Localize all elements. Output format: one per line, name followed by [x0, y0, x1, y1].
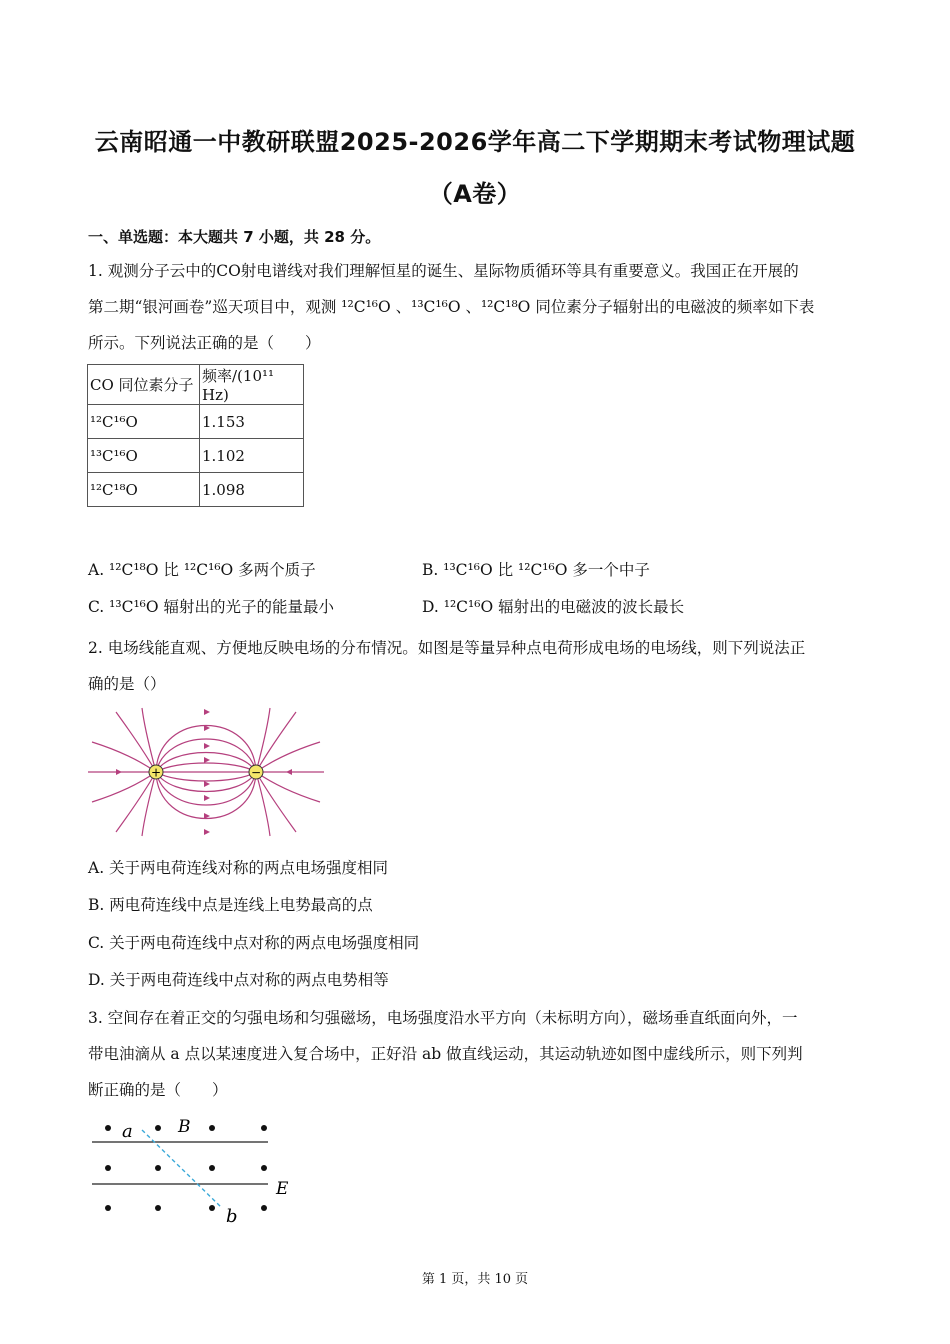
- question-1: [88, 253, 860, 361]
- q1-line-1: 1. 观测分子云中的CO射电谱线对我们理解恒星的诞生、星际物质循环等具有重要意义。我国正在开展的: [88, 262, 799, 280]
- q2-option-c: C. 关于两电荷连线中点对称的两点电场强度相同: [88, 934, 420, 952]
- negative-charge-label: −: [250, 765, 262, 780]
- section-heading: 一、单选题：本大题共 7 小题，共 28 分。: [88, 228, 381, 246]
- electric-field-diagram: [86, 706, 326, 838]
- isotope-table: [87, 364, 304, 507]
- point-a-label: a: [122, 1121, 133, 1142]
- page-subtitle: （A卷）: [428, 180, 522, 208]
- q1-option-c: C. ¹³C¹⁶O 辐射出的光子的能量最小: [88, 598, 335, 616]
- q2-option-d: D. 关于两电荷连线中点对称的两点电势相等: [88, 971, 389, 989]
- q1-option-d: D. ¹²C¹⁶O 辐射出的电磁波的波长最长: [422, 598, 685, 616]
- point-b-label: b: [226, 1206, 238, 1227]
- table-row: [88, 439, 304, 473]
- q1-option-b: B. ¹³C¹⁶O 比 ¹²C¹⁶O 多一个中子: [422, 561, 650, 579]
- field-region-diagram: [86, 1110, 306, 1230]
- table-header-row: [88, 365, 304, 405]
- q3-line-2: 带电油滴从 a 点以某速度进入复合场中，正好沿 ab 做直线运动，其运动轨迹如图中虚线所示，则下列判: [88, 1045, 803, 1063]
- q2-option-b: B. 两电荷连线中点是连线上电势最高的点: [88, 896, 373, 914]
- q2-line-2: 确的是（）: [88, 675, 166, 693]
- magnetic-field-label: B: [178, 1117, 191, 1137]
- q2-option-a: A. 关于两电荷连线对称的两点电场强度相同: [88, 859, 389, 877]
- question-3: [88, 1000, 860, 1108]
- q2-line-1: 2. 电场线能直观、方便地反映电场的分布情况。如图是等量异种点电荷形成电场的电场线，则下列说法正: [88, 639, 806, 657]
- electric-field-label: E: [276, 1179, 289, 1199]
- table-cell: 1.102: [200, 439, 304, 473]
- page-title: 云南昭通一中教研联盟2025-2026学年高二下学期期末考试物理试题: [94, 128, 856, 156]
- q3-line-1: 3. 空间存在着正交的匀强电场和匀强磁场，电场强度沿水平方向（未标明方向），磁场垂直纸面向外，一: [88, 1009, 798, 1027]
- table-header: CO 同位素分子: [88, 365, 200, 405]
- table-row: [88, 405, 304, 439]
- table-header: 频率/(10¹¹ Hz): [200, 365, 304, 405]
- table-row: [88, 473, 304, 507]
- question-2: [88, 630, 860, 702]
- table-cell: 1.153: [200, 405, 304, 439]
- q1-option-a: A. ¹²C¹⁸O 比 ¹²C¹⁶O 多两个质子: [88, 561, 316, 579]
- table-cell: ¹³C¹⁶O: [88, 439, 200, 473]
- q1-line-2: 第二期“银河画卷”巡天项目中，观测 ¹²C¹⁶O 、¹³C¹⁶O 、¹²C¹⁸O 同位素分子辐射出的电磁波的频率如下表: [88, 298, 815, 316]
- q1-line-3: 所示。下列说法正确的是（ ）: [88, 334, 321, 352]
- page-footer: 第 1 页，共 10 页: [421, 1272, 529, 1287]
- table-cell: 1.098: [200, 473, 304, 507]
- positive-charge-label: +: [150, 765, 162, 780]
- table-cell: ¹²C¹⁸O: [88, 473, 200, 507]
- table-cell: ¹²C¹⁶O: [88, 405, 200, 439]
- q3-line-3: 断正确的是（ ）: [88, 1081, 228, 1099]
